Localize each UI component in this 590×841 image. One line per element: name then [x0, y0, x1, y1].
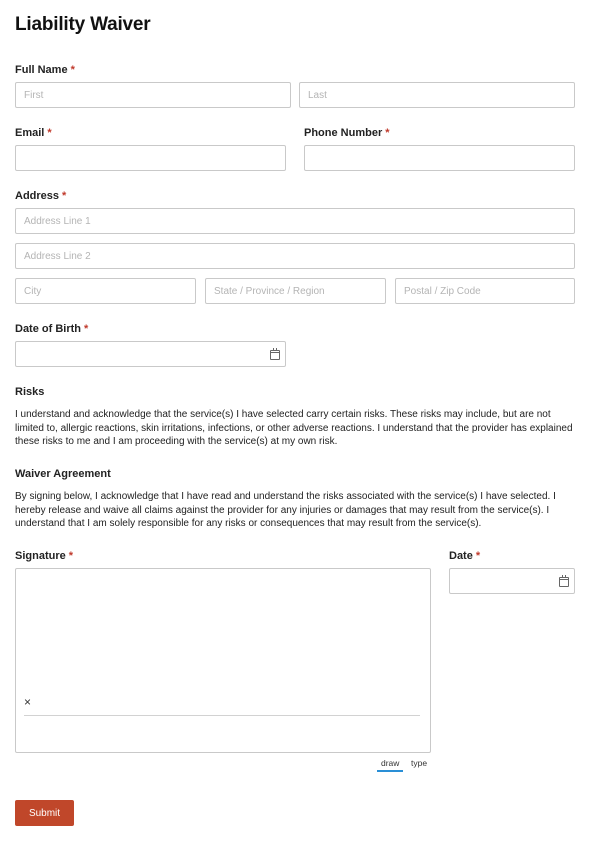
signature-line: [24, 715, 420, 716]
required-marker: *: [70, 64, 75, 76]
state-input[interactable]: [205, 278, 386, 304]
calendar-icon[interactable]: [270, 350, 280, 360]
required-marker: *: [47, 127, 52, 139]
address-line1-input[interactable]: [15, 208, 575, 234]
date-label-text: Date: [449, 550, 473, 562]
dob-label-text: Date of Birth: [15, 323, 81, 335]
phone-label: [304, 127, 390, 139]
dob-input[interactable]: [15, 341, 286, 367]
first-name-input[interactable]: [15, 82, 291, 108]
risks-heading: Risks: [15, 386, 45, 398]
signature-label-text: Signature: [15, 550, 66, 562]
email-label-text: Email: [15, 127, 45, 139]
full-name-label: [15, 64, 75, 76]
signature-tab-type[interactable]: type: [411, 758, 428, 768]
signature-pad[interactable]: [15, 568, 431, 753]
address-label-text: Address: [15, 190, 60, 202]
calendar-icon[interactable]: [559, 577, 569, 587]
full-name-label-text: Full Name: [15, 64, 68, 76]
signature-x-mark: ×: [24, 695, 32, 709]
zip-input[interactable]: [395, 278, 575, 304]
signature-tab-draw[interactable]: draw: [381, 758, 400, 768]
date-input[interactable]: [449, 568, 575, 594]
page-title: Liability Waiver: [15, 14, 151, 35]
required-marker: *: [385, 127, 390, 139]
required-marker: *: [62, 190, 67, 202]
address-label: [15, 190, 66, 202]
required-marker: *: [84, 323, 89, 335]
required-marker: *: [68, 550, 74, 562]
email-input[interactable]: [15, 145, 286, 171]
address-line2-input[interactable]: [15, 243, 575, 269]
risks-text: I understand and acknowledge that the service(s) I have selected carry certain risks. These risks may include, but are not limited to, allergic reactions, skin irritations, infections, or other adverse reactions. I understand that the provider has explained these risks to me and I am proceeding with the service(s) at my own risk.: [15, 409, 573, 447]
submit-button[interactable]: Submit: [15, 800, 74, 826]
date-label: [449, 550, 480, 562]
email-label: [15, 127, 52, 139]
waiver-heading: Waiver Agreement: [15, 468, 111, 480]
waiver-text: By signing below, I acknowledge that I have read and understand the risks associated with the service(s) I have selected. I hereby release and waive all claims against the provider for any injuries or damages that may result from the service(s). I understand that I am solely responsible for any risks or consequences that may result from the service(s).: [15, 491, 556, 529]
signature-label: [15, 550, 73, 562]
dob-label: [15, 323, 88, 335]
phone-label-text: Phone Number: [304, 127, 383, 139]
required-marker: *: [475, 550, 481, 562]
phone-input[interactable]: [304, 145, 575, 171]
last-name-input[interactable]: [299, 82, 575, 108]
city-input[interactable]: [15, 278, 196, 304]
active-tab-indicator: [377, 770, 403, 772]
